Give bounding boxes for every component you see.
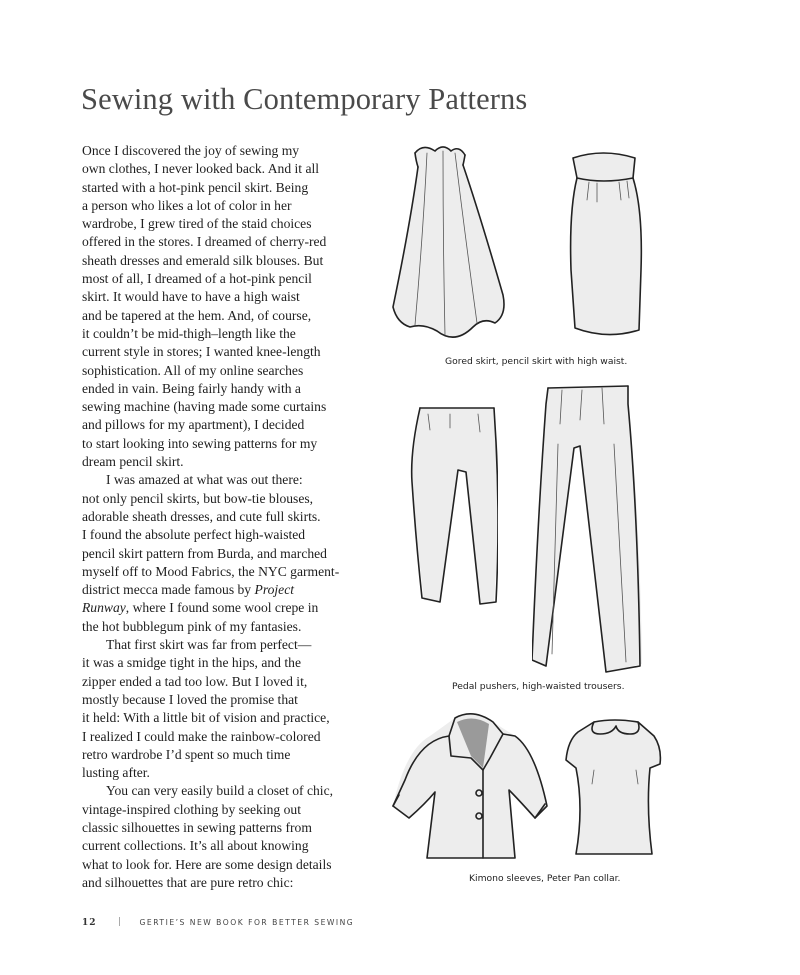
- page-title: Sewing with Contemporary Patterns: [81, 82, 528, 116]
- body-text-line: [82, 654, 382, 672]
- line-text: dream pencil skirt.: [82, 454, 184, 470]
- figure-caption-tops: Kimono sleeves, Peter Pan collar.: [469, 873, 621, 884]
- body-text-line: [82, 618, 382, 636]
- body-text-line: [82, 508, 382, 526]
- line-text: I found the absolute perfect high-waisted: [82, 527, 306, 543]
- figure-caption-trousers: Pedal pushers, high-waisted trousers.: [452, 681, 625, 692]
- body-text-line: [82, 599, 382, 617]
- line-text: wardrobe, I grew tired of the staid choices: [82, 216, 312, 232]
- page-number: 12: [82, 918, 97, 928]
- line-text: to start looking into sewing patterns for my: [82, 435, 318, 451]
- body-text-line: [82, 746, 382, 764]
- body-text-line: [82, 691, 382, 709]
- line-text: current collections. It’s all about knowing: [82, 838, 309, 854]
- body-text-line: [82, 581, 382, 599]
- line-text: the hot bubblegum pink of my fantasies.: [82, 618, 302, 634]
- line-text: a person who likes a lot of color in her: [82, 197, 292, 213]
- body-text-line: [82, 673, 382, 691]
- body-text-line: [82, 874, 382, 892]
- line-text: and pillows for my apartment), I decided: [82, 417, 305, 433]
- line-text: You can very easily build a closet of chic,: [106, 783, 334, 799]
- pedal-pushers-illustration: [408, 402, 498, 622]
- line-text: pencil skirt pattern from Burda, and marched: [82, 545, 327, 561]
- italic-title: Project: [254, 582, 295, 598]
- body-text-line: [82, 215, 382, 233]
- line-text: district mecca made famous by: [82, 582, 255, 598]
- line-text: offered in the stores. I dreamed of cherry-red: [82, 234, 327, 250]
- line-text: not only pencil skirts, but bow-tie blouses,: [82, 490, 314, 506]
- body-text-line: [82, 416, 382, 434]
- line-text: retro wardrobe I’d spent so much time: [82, 746, 291, 762]
- line-text: lusting after.: [82, 765, 150, 781]
- body-text-line: [82, 563, 382, 581]
- line-text: skirt. It would have to have a high waist: [82, 289, 300, 305]
- body-text-line: [82, 837, 382, 855]
- body-text-line: [82, 856, 382, 874]
- body-text-line: [82, 453, 382, 471]
- body-text-line: [82, 288, 382, 306]
- body-text-line: [82, 490, 382, 508]
- line-text: ended in vain. Being fairly handy with a: [82, 380, 301, 396]
- body-text-line: [82, 435, 382, 453]
- body-text-line: [82, 270, 382, 288]
- body-text-column: [82, 142, 382, 892]
- body-text-line: [82, 636, 382, 654]
- body-text-line: [82, 179, 382, 197]
- body-text-line: [82, 343, 382, 361]
- line-text: and silhouettes that are pure retro chic:: [82, 874, 294, 890]
- line-text: it was a smidge tight in the hips, and the: [82, 655, 301, 671]
- body-text-line: [82, 728, 382, 746]
- line-text: zipper ended a tad too low. But I loved it,: [82, 673, 308, 689]
- line-text: it held: With a little bit of vision and practice,: [82, 710, 330, 726]
- body-text-line: [82, 160, 382, 178]
- line-text: it couldn’t be mid-thigh–length like the: [82, 325, 296, 341]
- line-text: sheath dresses and emerald silk blouses. But: [82, 252, 324, 268]
- line-text: sewing machine (having made some curtains: [82, 399, 327, 415]
- body-text-line: [82, 233, 382, 251]
- line-text: myself off to Mood Fabrics, the NYC garment-: [82, 563, 340, 579]
- figure-caption-skirts: Gored skirt, pencil skirt with high waist.: [445, 356, 628, 367]
- body-text-line: [82, 545, 382, 563]
- body-text-line: [82, 782, 382, 800]
- body-text-line: [82, 819, 382, 837]
- italic-title: Runway: [82, 600, 126, 616]
- line-text: most of all, I dreamed of a hot-pink pencil: [82, 271, 312, 287]
- line-text: That first skirt was far from perfect—: [106, 637, 312, 653]
- body-text-line: [82, 142, 382, 160]
- line-text: mostly because I loved the promise that: [82, 691, 298, 707]
- line-text: own clothes, I never looked back. And it all: [82, 161, 320, 177]
- line-text: sophistication. All of my online searches: [82, 362, 304, 378]
- body-text-line: [82, 325, 382, 343]
- line-text: adorable sheath dresses, and cute full skirts.: [82, 508, 321, 524]
- line-text: I was amazed at what was out there:: [106, 472, 303, 488]
- line-text: current style in stores; I wanted knee-length: [82, 344, 321, 360]
- body-text-line: [82, 362, 382, 380]
- body-text-line: [82, 380, 382, 398]
- line-text: and be tapered at the hem. And, of course,: [82, 307, 312, 323]
- peter-pan-collar-top-illustration: [564, 718, 664, 858]
- body-text-line: [82, 197, 382, 215]
- line-text: I realized I could make the rainbow-colored: [82, 728, 321, 744]
- pencil-skirt-illustration: [567, 150, 647, 350]
- body-text-line: [82, 709, 382, 727]
- running-book-title: GERTIE’S NEW BOOK FOR BETTER SEWING: [139, 918, 355, 927]
- body-text-line: [82, 307, 382, 325]
- footer-divider: [119, 917, 120, 926]
- body-text-line: [82, 471, 382, 489]
- line-text: vintage-inspired clothing by seeking out: [82, 801, 301, 817]
- body-text-line: [82, 398, 382, 416]
- line-text: what to look for. Here are some design details: [82, 856, 332, 872]
- gored-skirt-illustration: [385, 145, 515, 350]
- line-text: , where I found some wool crepe in: [125, 600, 319, 616]
- body-text-line: [82, 526, 382, 544]
- high-waisted-trousers-illustration: [532, 384, 642, 674]
- line-text: started with a hot-pink pencil skirt. Being: [82, 179, 309, 195]
- kimono-sleeve-blouse-illustration: [385, 710, 560, 865]
- body-text-line: [82, 801, 382, 819]
- body-text-line: [82, 764, 382, 782]
- line-text: Once I discovered the joy of sewing my: [82, 143, 300, 158]
- page-footer: [82, 917, 354, 928]
- body-text-line: [82, 252, 382, 270]
- line-text: classic silhouettes in sewing patterns from: [82, 819, 312, 835]
